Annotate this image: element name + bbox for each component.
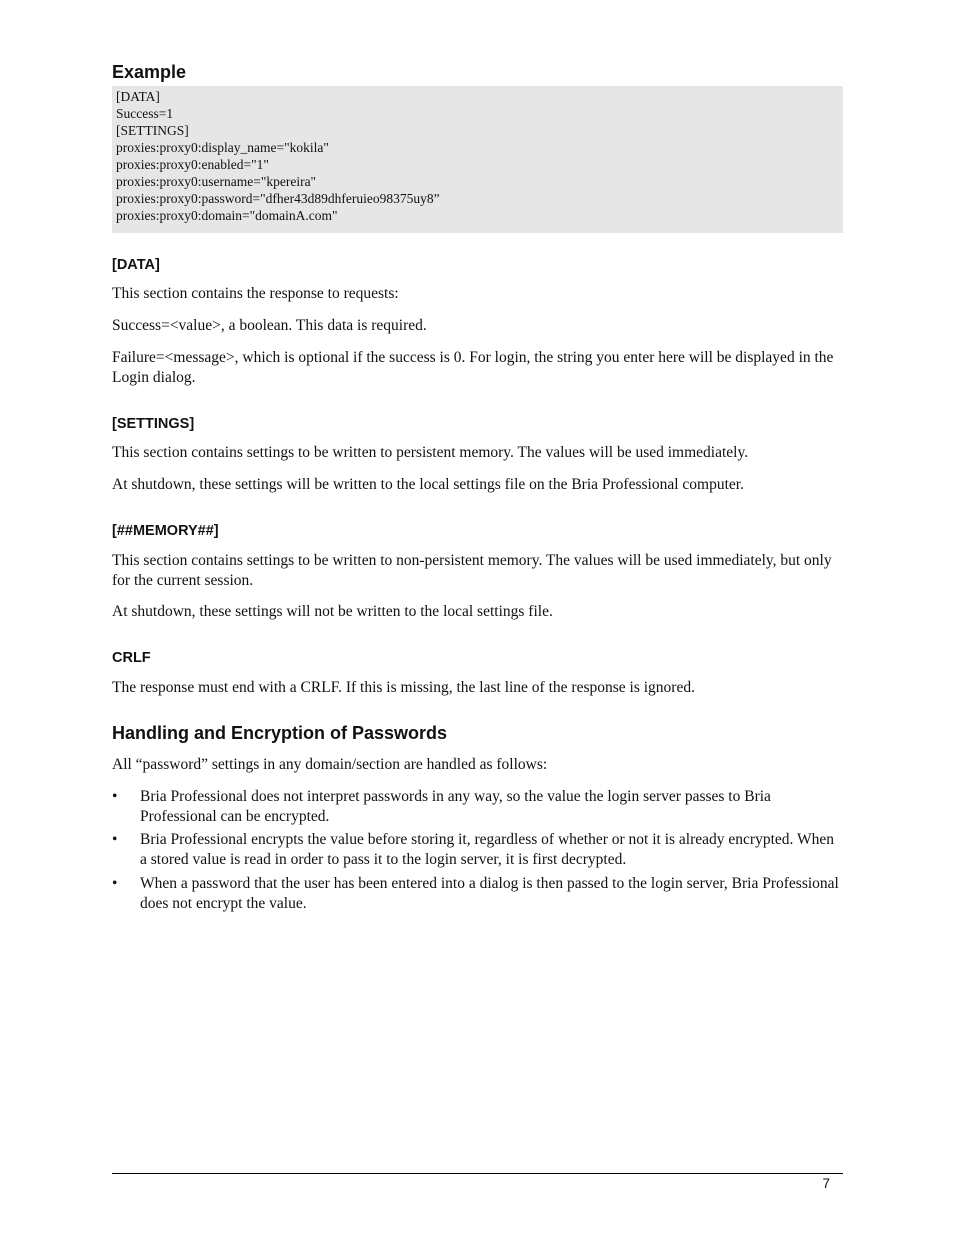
bullet-text: When a password that the user has been entered into a dialog is then passed to the login server, Bria Professional does not encrypt the value. — [140, 875, 839, 912]
crlf-section-paragraph: The response must end with a CRLF. If this is missing, the last line of the response is ignored. — [112, 679, 695, 696]
code-line: [DATA] — [116, 89, 160, 104]
bullet-marker: • — [112, 788, 118, 805]
memory-section-paragraph: At shutdown, these settings will not be written to the local settings file. — [112, 603, 553, 620]
code-line: proxies:proxy0:enabled="1" — [116, 157, 269, 172]
code-line: proxies:proxy0:display_name="kokila" — [116, 140, 329, 155]
bullet-text: Bria Professional does not interpret passwords in any way, so the value the login server passes to Bria Professional can be encrypted. — [140, 788, 771, 825]
passwords-intro: All “password” settings in any domain/section are handled as follows: — [112, 756, 548, 773]
bullet-marker: • — [112, 831, 118, 848]
code-line: proxies:proxy0:username="kpereira" — [116, 174, 317, 189]
code-line: proxies:proxy0:password="dfher43d89dhferuieo98375uy8” — [116, 191, 440, 206]
data-section-paragraph: Failure=<message>, which is optional if the success is 0. For login, the string you enter here will be displayed in the Login dialog. — [112, 349, 834, 386]
memory-section-heading: [##MEMORY##] — [112, 523, 219, 539]
passwords-section-heading: Handling and Encryption of Passwords — [112, 723, 448, 743]
bullet-text: Bria Professional encrypts the value before storing it, regardless of whether or not it is already encrypted. When a stored value is read in order to pass it to the login server, it is first decrypted. — [140, 831, 834, 868]
data-section-heading: [DATA] — [112, 257, 160, 273]
code-line: [SETTINGS] — [116, 123, 189, 138]
data-section-paragraph: This section contains the response to requests: — [112, 285, 399, 302]
code-line: proxies:proxy0:domain="domainA.com" — [116, 208, 338, 223]
code-line: Success=1 — [116, 106, 174, 121]
crlf-section-heading: CRLF — [112, 650, 151, 666]
bullet-marker: • — [112, 875, 118, 892]
footer-divider — [112, 1173, 843, 1174]
code-example-block — [112, 86, 843, 233]
example-heading: Example — [112, 62, 187, 82]
data-section-paragraph: Success=<value>, a boolean. This data is required. — [112, 317, 427, 334]
settings-section-heading: [SETTINGS] — [112, 416, 195, 432]
settings-section-paragraph: This section contains settings to be written to persistent memory. The values will be used immediately. — [112, 444, 749, 461]
memory-section-paragraph: This section contains settings to be written to non-persistent memory. The values will be used immediately, but only for the current session. — [112, 552, 832, 589]
page-number: 7 — [822, 1176, 830, 1191]
settings-section-paragraph: At shutdown, these settings will be written to the local settings file on the Bria Professional computer. — [112, 476, 744, 493]
